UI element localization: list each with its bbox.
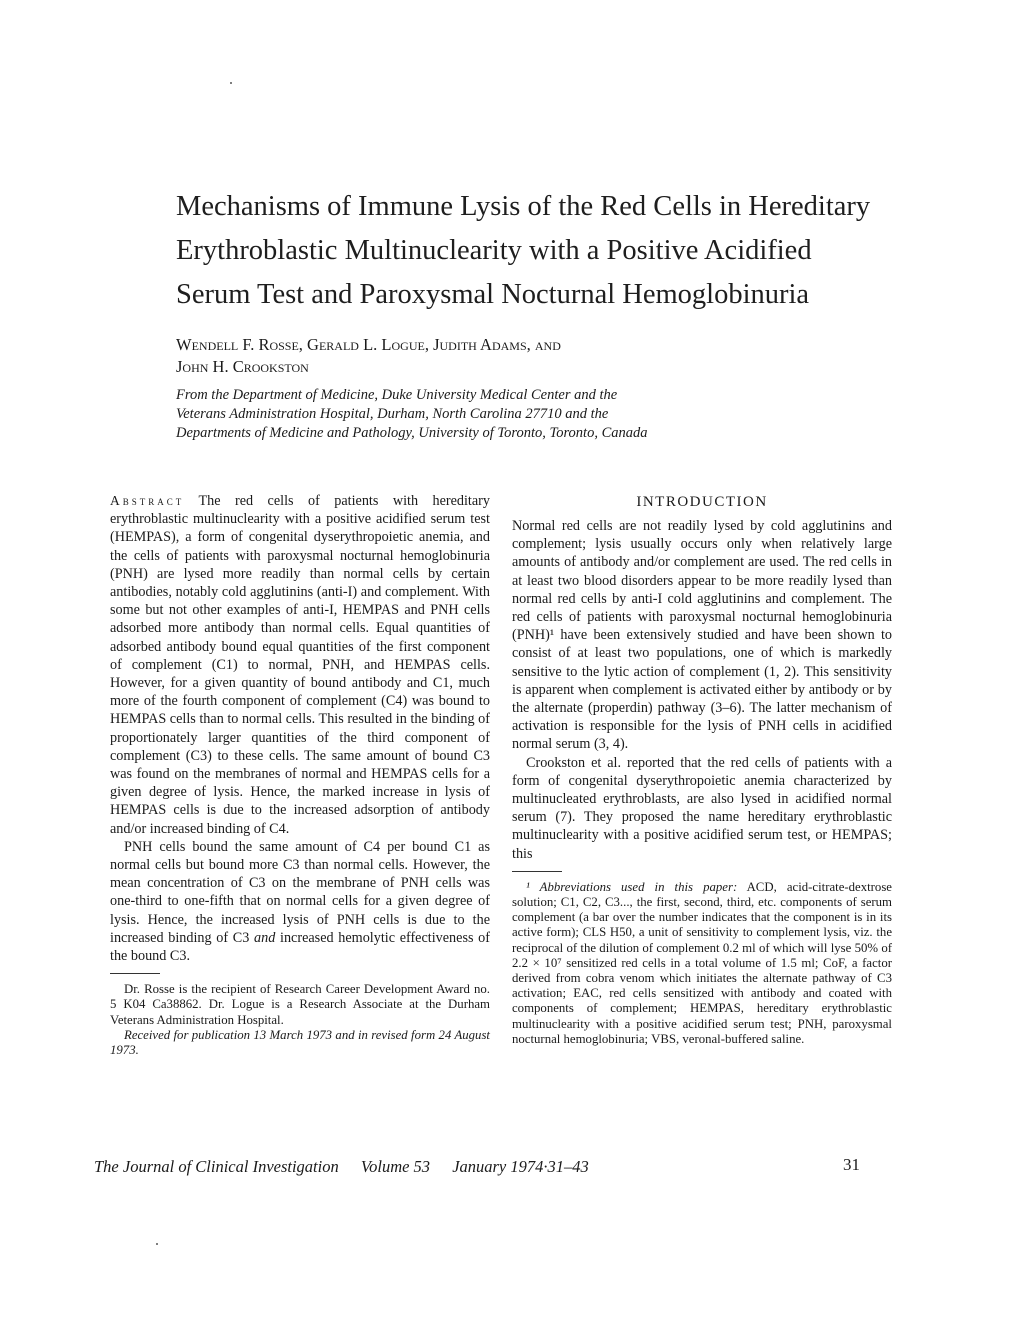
abstract-paragraph-1	[110, 492, 490, 838]
affiliation-line-1: From the Department of Medicine, Duke University Medical Center and the	[176, 387, 618, 403]
abstract-text-2a: PNH cells bound the same amount of C4 per bound C1 as normal cells but bound more C3 than normal cells. However, the mean concentration of C3 on the membrane of PNH cells was one-third to one-fifth that on normal cells for a given degree of lysis. Hence, the increased lysis of PNH cells is due to the increased binding of C3	[110, 838, 490, 946]
title-line-2: Erythroblastic Multinuclearity with a Positive Acidified	[176, 235, 812, 266]
author-line-1: Wendell F. Rosse, Gerald L. Logue, Judith Adams, and	[176, 335, 561, 354]
author-line-2: John H. Crookston	[176, 357, 309, 376]
footnote-divider	[110, 973, 160, 974]
scan-speck	[230, 82, 232, 84]
abstract-label: Abstract	[110, 493, 185, 508]
abstract-text-2b: increased hemolytic effectiveness of the bound C3.	[110, 929, 490, 965]
running-footer	[94, 1157, 884, 1177]
abstract-emphasis-and: and	[254, 929, 276, 946]
affiliation-line-3: Departments of Medicine and Pathology, University of Toronto, Toronto, Canada	[176, 425, 648, 441]
abbreviations-text: ACD, acid-citrate-dextrose solution; C1, C2, C3..., the first, second, third, etc. components of serum complement (a bar over the number indicates that the component is in its active form); CLS H50, a unit of sensitivity to complement lysis, viz. the reciprocal of the dilution of complement 0.2 ml of which will lyse 50% of 2.2 × 10⁷ sensitized red cells in a total volume of 1.5 ml; CoF, a factor derived from cobra venom which initiates the alternate pathway of C3 activation; EAC, red cells sensitized with antibody and coated with components of complement; HEMPAS, hereditary erythroblastic multinuclearity with a positive acidified serum test; PNH, paroxysmal nocturnal hemoglobinuria; VBS, veronal-buffered saline.	[512, 879, 892, 1046]
introduction-paragraph-1: Normal red cells are not readily lysed by cold agglutinins and complement; lysis usually occurs only when relatively large amounts of antibody and/or complement are used. The red cells in at least two blood disorders appear to be more readily lysed than normal red cells by anti-I cold agglutinins and complement. The red cells of patients with paroxysmal nocturnal hemoglobinuria (PNH)¹ have been extensively studied and have been shown to consist of at least two populations, one of which is markedly sensitive to the lytic action of complement (1, 2). This sensitivity is apparent when complement is activated either by antibody or by the alternate (properdin) pathway (3–6). The latter mechanism of activation is responsible for the lysis of PNH cells in acidified normal serum (3, 4).	[512, 518, 892, 753]
footnote-divider-right	[512, 871, 562, 872]
introduction-heading: INTRODUCTION	[636, 494, 768, 510]
journal-volume: Volume 53	[360, 1157, 431, 1176]
title-line-1: Mechanisms of Immune Lysis of the Red Cells in Hereditary	[176, 191, 871, 222]
introduction-paragraph-2: Crookston et al. reported that the red cells of patients with a form of congenital dyserythropoietic anemia characterized by multinucleated erythroblasts, are also lysed in acidified normal serum (7). They proposed the name hereditary erythroblastic multinuclearity with a positive acidified serum test, or HEMPAS; this	[512, 754, 892, 862]
abstract-paragraph-2	[110, 838, 490, 965]
scan-speck	[156, 1243, 158, 1245]
abbreviations-lead: ¹ Abbreviations used in this paper:	[526, 879, 738, 894]
title-line-3: Serum Test and Paroxysmal Nocturnal Hemoglobinuria	[176, 279, 810, 310]
page-number: 31	[843, 1155, 860, 1174]
affiliation-line-2: Veterans Administration Hospital, Durham, North Carolina 27710 and the	[176, 406, 609, 422]
article-title	[176, 185, 936, 317]
author-list	[176, 334, 776, 378]
received-date-note: Received for publication 13 March 1973 and in revised form 24 August 1973.	[110, 1027, 490, 1058]
journal-name: The Journal of Clinical Investigation	[94, 1157, 339, 1176]
abstract-text-1: The red cells of patients with hereditary erythroblastic multinuclearity with a positive acidified serum test (HEMPAS), a form of congenital dyserythropoietic anemia, and the cells of patients with paroxysmal nocturnal hemoglobinuria (PNH) are lysed more readily than normal cells by certain antibodies, notably cold agglutinins (anti-I) and complement. With some but not other examples of anti-I, HEMPAS and PNH cells adsorbed more antibody than normal cells. Equal quantities of adsorbed antibody bound equal quantities of the first component of complement (C1) to normal, PNH, and HEMPAS cells. However, for a given quantity of bound antibody and C1, much more of the fourth component of complement (C4) was bound to HEMPAS cells than to normal cells. This resulted in the binding of proportionately larger quantities of the third component of complement (C3) to these cells. The same amount of bound C3 was found on the membranes of normal and HEMPAS cells for a given degree of lysis. Hence, the marked increase in lysis of HEMPAS cells is due to the increased adsorption of antibody and/or increased binding of C4.	[110, 493, 490, 837]
abbreviations-footnote	[512, 880, 892, 1047]
journal-issue: January 1974·31–43	[452, 1157, 589, 1176]
right-column	[512, 492, 892, 1047]
funding-footnote: Dr. Rosse is the recipient of Research Career Development Award no. 5 K04 Ca38862. Dr. Logue is a Research Associate at the Durham Veterans Administration Hospital.	[110, 982, 490, 1027]
affiliation	[176, 386, 896, 443]
left-column	[110, 492, 490, 1058]
